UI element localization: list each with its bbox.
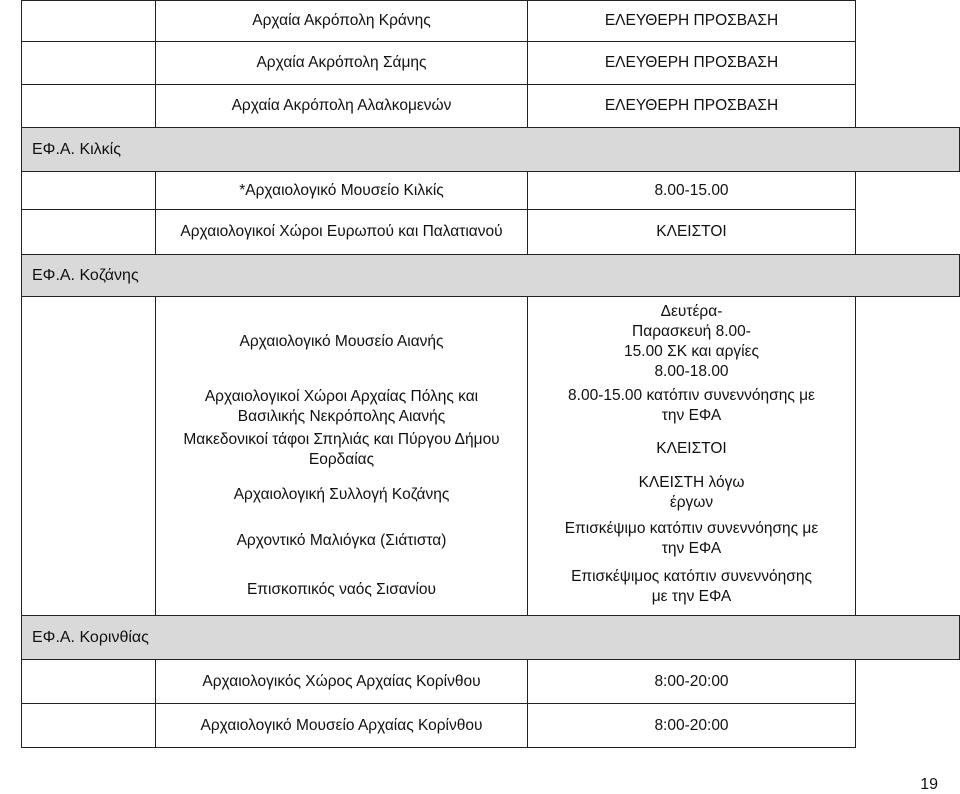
opening-hours: ΕΛΕΥΘΕΡΗ ΠΡΟΣΒΑΣΗ (528, 85, 856, 128)
opening-hours: ΚΛΕΙΣΤΟΙ (528, 210, 856, 255)
site-name: Αρχαία Ακρόπολη Σάμης (156, 42, 528, 85)
section-title: ΕΦ.Α. Κιλκίς (22, 128, 960, 172)
section-title: ΕΦ.Α. Κορινθίας (22, 616, 960, 660)
opening-hours: ΚΛΕΙΣΤΗ λόγω έργων (638, 474, 745, 511)
table-row (22, 172, 960, 210)
opening-hours: Επισκέψιμος κατόπιν συνεννόησης με την ΕΦΑ (571, 568, 812, 605)
site-name: Αρχαία Ακρόπολη Κράνης (156, 1, 528, 42)
kozani-block (22, 297, 960, 616)
kozani-sites (156, 297, 528, 616)
section-header-kozani (22, 255, 960, 297)
table-row (22, 42, 960, 85)
site-name: Αρχοντικό Μαλιόγκα (Σιάτιστα) (236, 532, 447, 549)
site-name: Αρχαιολογικό Μουσείο Αρχαίας Κορίνθου (156, 704, 528, 748)
section-header-kilkis (22, 128, 960, 172)
site-name: Αρχαιολογικοί Χώροι Αρχαίας Πόλης και Βασιλικής Νεκρόπολης Αιανής (204, 388, 479, 425)
opening-hours: Επισκέψιμο κατόπιν συνεννόησης με την ΕΦΑ (564, 520, 819, 557)
opening-hours: 8.00-15.00 (528, 172, 856, 210)
table-row (22, 1, 960, 42)
opening-hours: 8.00-15.00 κατόπιν συνεννόησης με την ΕΦΑ (568, 387, 815, 424)
opening-hours: 8:00-20:00 (528, 660, 856, 704)
site-name: Αρχαιολογικό Μουσείο Αιανής (239, 333, 444, 350)
opening-hours: 8:00-20:00 (528, 704, 856, 748)
table-row (22, 85, 960, 128)
site-name: Επισκοπικός ναός Σισανίου (246, 581, 437, 598)
opening-hours: ΕΛΕΥΘΕΡΗ ΠΡΟΣΒΑΣΗ (528, 1, 856, 42)
site-name: *Αρχαιολογικό Μουσείο Κιλκίς (156, 172, 528, 210)
opening-hours: Δευτέρα-Παρασκευή 8.00-15.00 ΣΚ και αργίες 8.00-18.00 (624, 303, 759, 380)
opening-hours: ΚΛΕΙΣΤΟΙ (656, 440, 727, 457)
section-title: ΕΦ.Α. Κοζάνης (22, 255, 960, 297)
site-name: Αρχαιολογικός Χώρος Αρχαίας Κορίνθου (156, 660, 528, 704)
opening-hours: ΕΛΕΥΘΕΡΗ ΠΡΟΣΒΑΣΗ (528, 42, 856, 85)
section-header-korinthia (22, 616, 960, 660)
page-number: 19 (920, 776, 938, 793)
kozani-hours (528, 297, 856, 616)
site-name: Αρχαία Ακρόπολη Αλαλκομενών (156, 85, 528, 128)
site-name: Αρχαιολογικοί Χώροι Ευρωπού και Παλατιανού (156, 210, 528, 255)
site-name: Μακεδονικοί τάφοι Σπηλιάς και Πύργου Δήμου Εορδαίας (183, 430, 500, 468)
table-row (22, 660, 960, 704)
site-name: Αρχαιολογική Συλλογή Κοζάνης (233, 485, 450, 503)
table-row (22, 210, 960, 255)
table-row (22, 704, 960, 748)
opening-hours-table (21, 0, 960, 748)
